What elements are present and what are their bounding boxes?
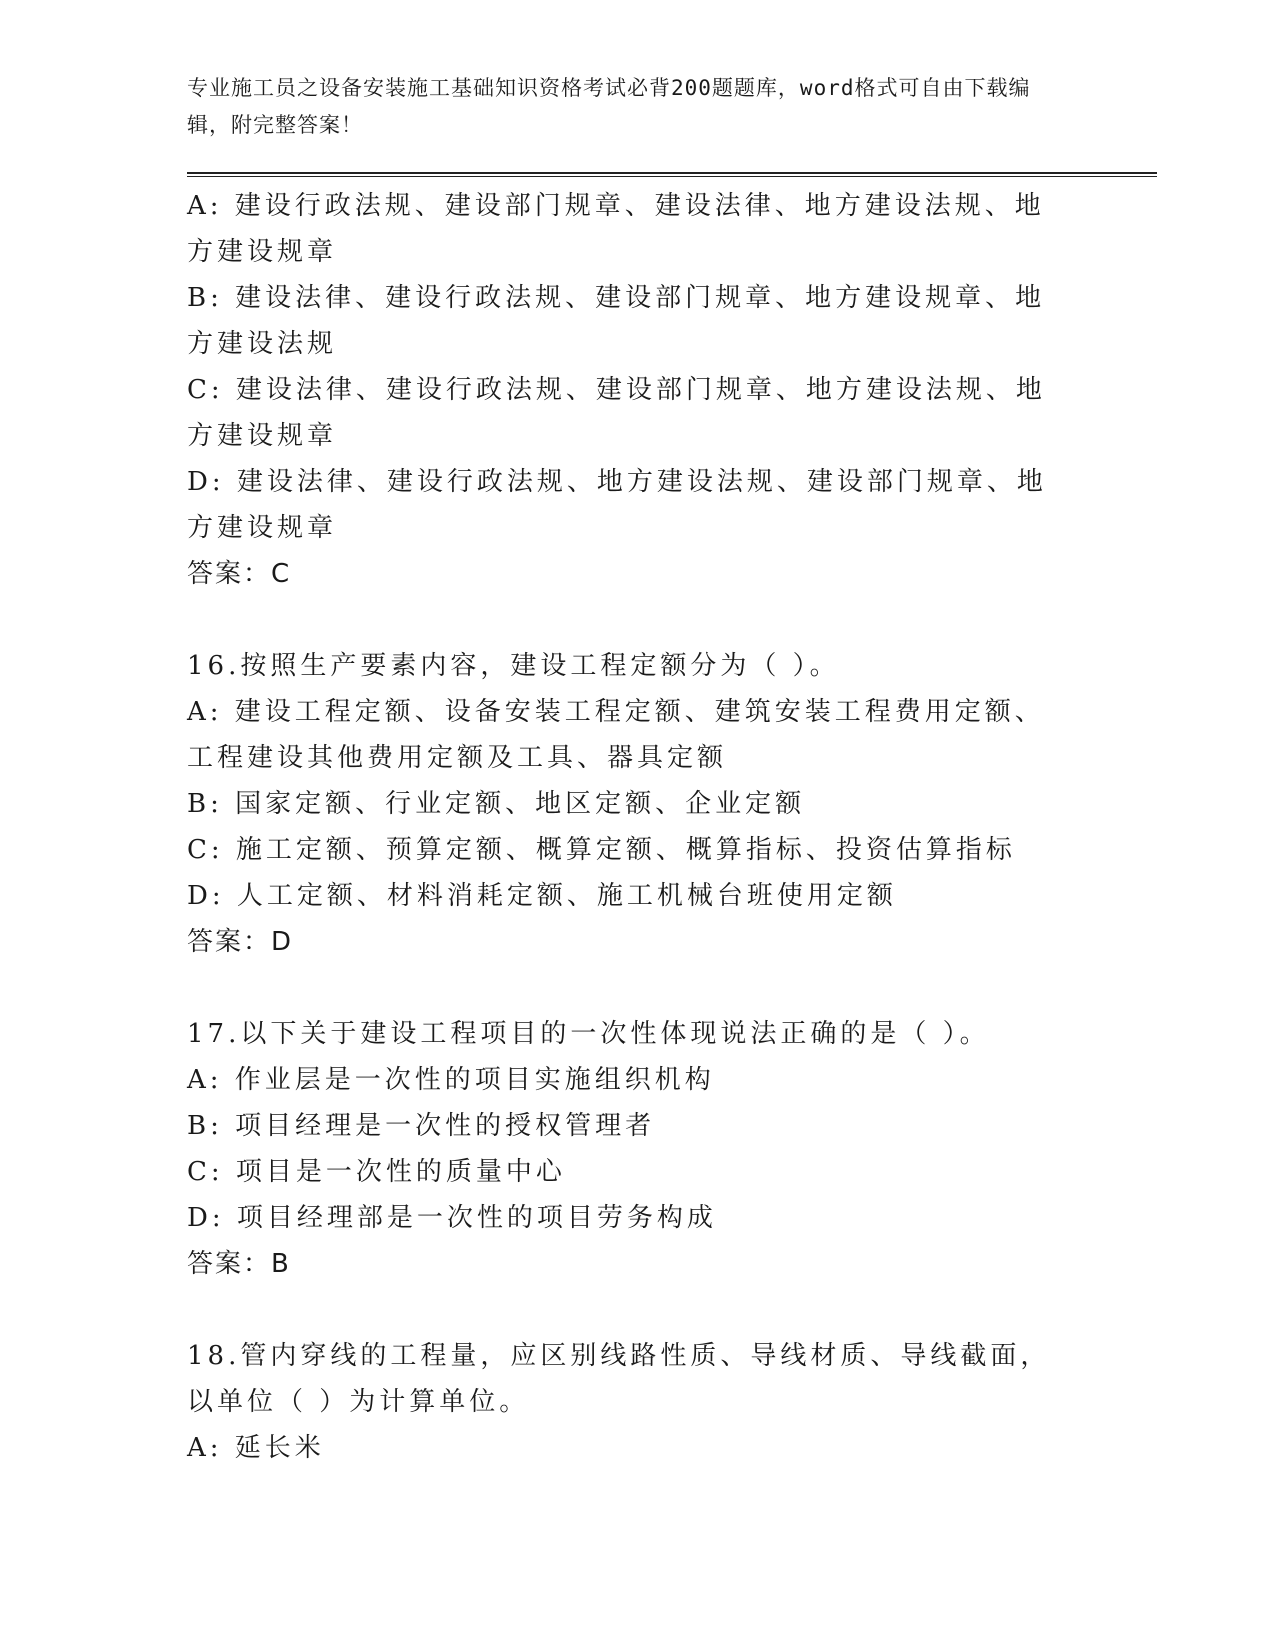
option-b: B: 国家定额、行业定额、地区定额、企业定额 [187,789,806,819]
option-b: B: 项目经理是一次性的授权管理者 [187,1111,656,1141]
header-divider [187,172,1157,177]
option-c: C: 建设法律、建设行政法规、建设部门规章、地方建设法规、地方建设规章 [187,375,1046,451]
answer: 答案：C [187,559,292,589]
question-stem: 18.管内穿线的工程量，应区别线路性质、导线材质、导线截面，以单位（ ）为计算单位。 [187,1341,1051,1417]
document-header: 专业施工员之设备安装施工基础知识资格考试必背200题题库，word格式可自由下载编辑，附完整答案！ [187,76,1031,137]
answer: 答案：D [187,927,294,957]
option-c: C: 施工定额、预算定额、概算定额、概算指标、投资估算指标 [187,835,1016,865]
question-18 [187,1333,1067,1471]
option-a: A: 建设工程定额、设备安装工程定额、建筑安装工程费用定额、工程建设其他费用定额及工具、器具定额 [187,697,1045,773]
option-d: D: 人工定额、材料消耗定额、施工机械台班使用定额 [187,881,897,911]
option-a: A: 作业层是一次性的项目实施组织机构 [187,1065,715,1095]
spacer [187,1287,1067,1333]
answer: 答案：B [187,1249,291,1279]
option-a: A: 延长米 [187,1433,325,1463]
spacer [187,965,1067,1011]
option-b: B: 建设法律、建设行政法规、建设部门规章、地方建设规章、地方建设法规 [187,283,1046,359]
question-list [187,183,1067,1471]
question-stem: 17.以下关于建设工程项目的一次性体现说法正确的是（ ）。 [187,1019,990,1049]
question-17 [187,1011,1067,1287]
spacer [187,597,1067,643]
question-16 [187,643,1067,965]
question-15 [187,183,1067,597]
option-d: D: 项目经理部是一次性的项目劳务构成 [187,1203,717,1233]
option-a: A: 建设行政法规、建设部门规章、建设法律、地方建设法规、地方建设规章 [187,191,1045,267]
option-c: C: 项目是一次性的质量中心 [187,1157,566,1187]
option-d: D: 建设法律、建设行政法规、地方建设法规、建设部门规章、地方建设规章 [187,467,1047,543]
question-stem: 16.按照生产要素内容，建设工程定额分为（ ）。 [187,651,840,681]
document-page [187,70,1075,1471]
